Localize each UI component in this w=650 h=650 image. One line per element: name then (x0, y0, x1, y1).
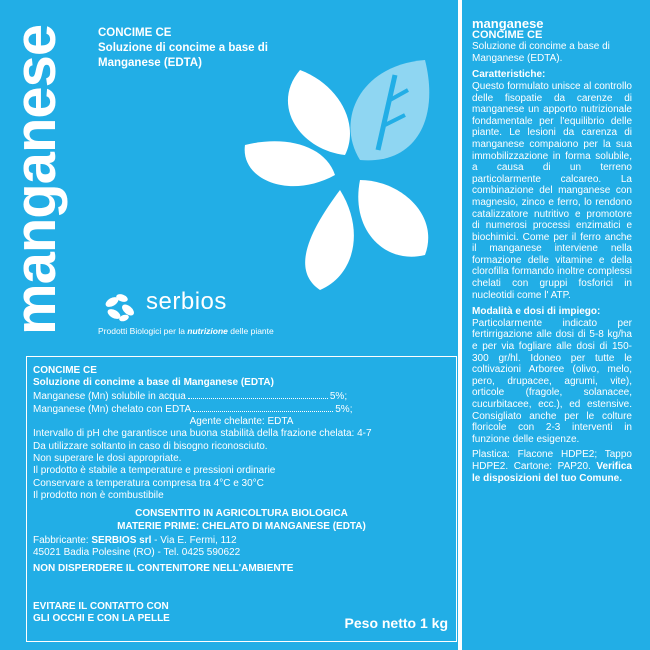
product-name-vertical: manganese (3, 24, 68, 335)
features-text: Questo formulato unisce al controllo delle fisopatie da carenze di manganese un apporto nutrizionale fondamentale per l'equilibrio delle piante. Le lesioni da carenza di manganese compaiono per la sua immobilizzazione in forma solubile, a causa di un terreno particolarmente calcareo. La combinazione del manganese con magnesio, zinco e ferro, lo rendono catalizzatore nutritivo e promotore di numerosi processi enzimatici e biochimici. Come per il ferro anche il manganese interviene nella formazione delle vitamine e della clorofilla formando inoltre complessi chelati con gruppi fosforici in nucleotidi come l' ATP. (472, 80, 632, 301)
fertilizer-desc-1: Soluzione di concime a base di (98, 42, 268, 54)
chelated-row: Manganese (Mn) chelato con EDTA 5%; (33, 403, 353, 415)
brand-tagline: Prodotti Biologici per la nutrizione delle piante (98, 326, 274, 336)
leaf-top-right (350, 60, 429, 160)
fertilizer-type: CONCIME CE (98, 27, 172, 39)
contact-warning: EVITARE IL CONTATTO CON GLI OCCHI E CON LA PELLE (33, 601, 170, 624)
note-4: Conservare a temperatura compresa tra 4°C e 30°C (33, 477, 264, 489)
note-3: Il prodotto è stabile a temperature e pressioni ordinarie (33, 465, 276, 477)
raw-materials: MATERIE PRIME: CHELATO DI MANGANESE (EDTA) (117, 520, 366, 532)
side-text (472, 18, 632, 484)
chelating-agent: Agente chelante: EDTA (189, 416, 294, 428)
leaf-top-left (288, 70, 350, 155)
composition-box (26, 356, 457, 642)
logo-leaves-icon (100, 290, 140, 324)
brand-name: serbios (146, 288, 227, 315)
fertilizer-desc-2: Manganese (EDTA) (98, 57, 202, 69)
note-1: Da utilizzare soltanto in caso di bisogno riconosciuto. (33, 440, 268, 452)
note-2: Non superare le dosi appropriate. (33, 453, 182, 465)
side-subtitle: CONCIME CE (472, 28, 543, 41)
features-heading: Caratteristiche: (472, 69, 546, 81)
dosage-text: Particolarmente indicato per fertirrigazione alle dosi di 5-8 kg/ha e per via fogliare alle dosi di 150-300 gr/hl. Idoneo per tutte le coltivazioni Arboree (olivo, melo, pero, drupacee, agrumi, vite), orticole (fragole, solanacee, cucurbitacee, ecc.), ed estensive. Consigliato anche per le colture floricole con 2-3 interventi in funzione delle esigenze. (472, 317, 632, 445)
organic-line: CONSENTITO IN AGRICOLTURA BIOLOGICA (135, 508, 348, 520)
side-title: manganese (472, 16, 544, 31)
packaging-text: Plastica: Flacone HDPE2; Tappo HDPE2. Cartone: PAP20. Verifica le disposizioni del tuo Comune. (472, 449, 632, 484)
leaf-flower-graphic (210, 40, 460, 300)
dosage-heading: Modalità e dosi di impiego: (472, 306, 601, 318)
leaf-bottom-left (305, 190, 354, 290)
serbios-logo (98, 288, 288, 343)
box-type: CONCIME CE (33, 365, 97, 376)
soluble-row: Manganese (Mn) solubile in acqua 5%; (33, 390, 348, 402)
side-desc: Soluzione di concime a base di Manganese (EDTA). (472, 41, 610, 64)
environment-warning: NON DISPERDERE IL CONTENITORE NELL'AMBIENTE (33, 563, 294, 575)
manufacturer-address: 45021 Badia Polesine (RO) - Tel. 0425 590622 (33, 547, 241, 559)
ph-range: Intervallo di pH che garantisce una buona stabilità della frazione chelata: 4-7 (33, 428, 372, 440)
manufacturer: Fabbricante: SERBIOS srl - Via E. Fermi, 112 (33, 534, 237, 546)
box-desc: Soluzione di concime a base di Manganese (EDTA) (33, 377, 274, 389)
leaf-bottom-right (358, 180, 428, 257)
net-weight: Peso netto 1 kg (344, 615, 448, 631)
note-5: Il prodotto non è combustibile (33, 489, 164, 501)
